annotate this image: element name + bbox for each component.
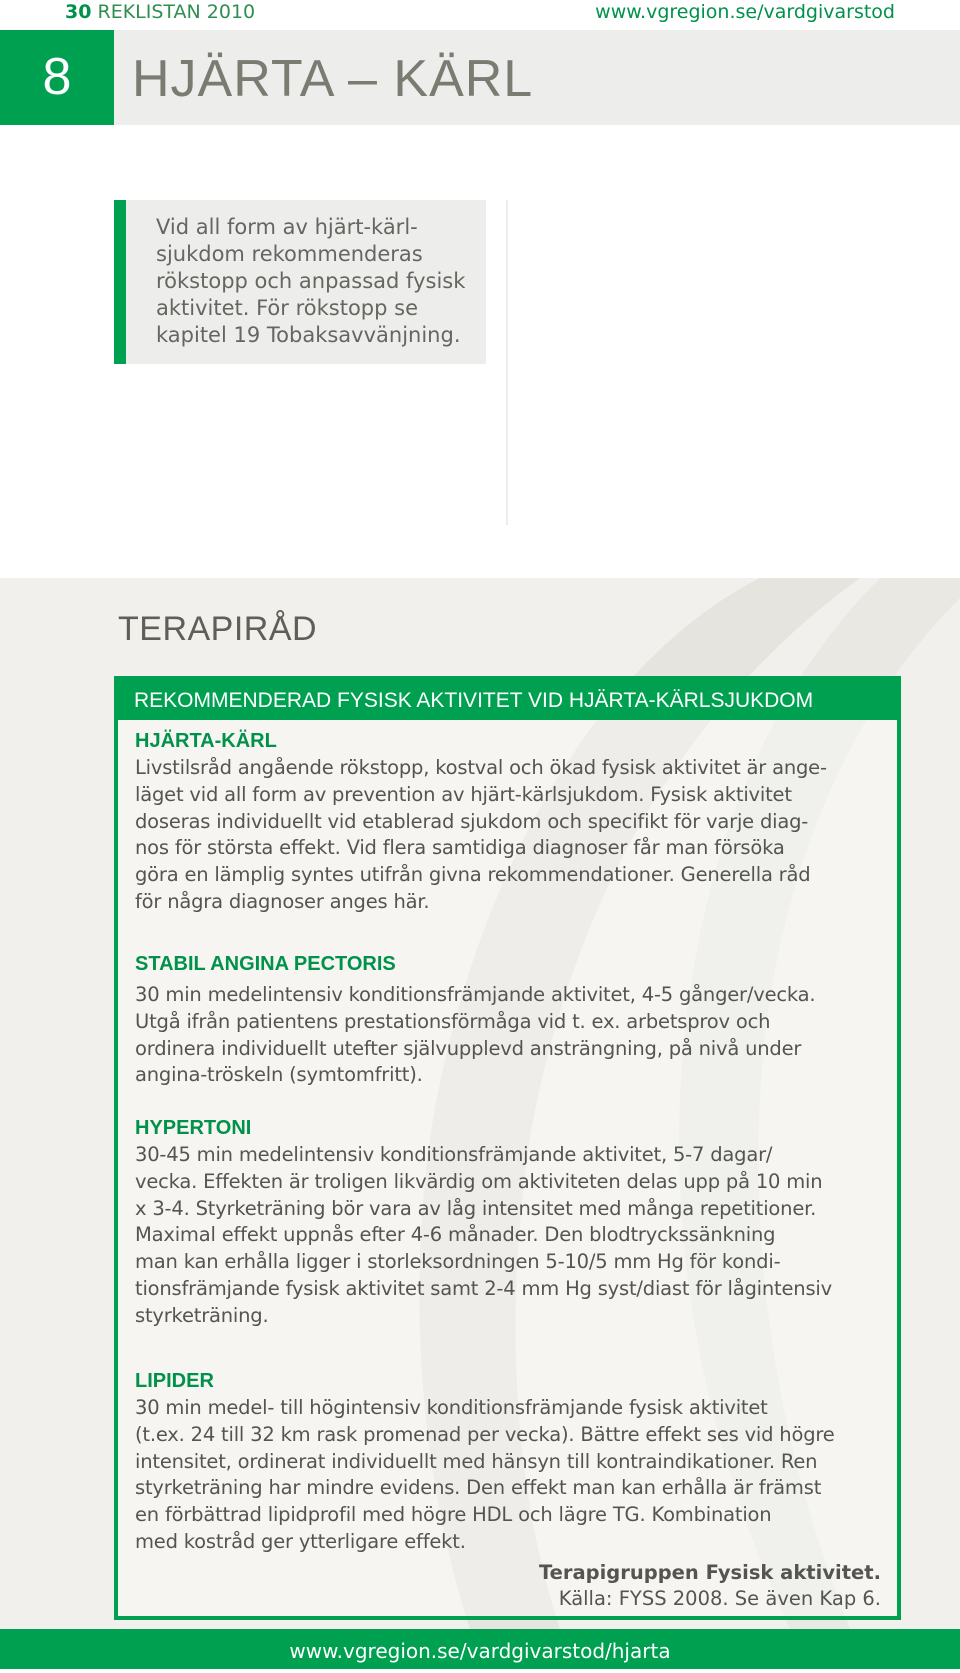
credit-group: Terapigruppen Fysisk aktivitet. xyxy=(538,1561,881,1584)
intro-note-text xyxy=(156,214,476,349)
block-line: med kostråd ger ytterligare effekt. xyxy=(135,1529,466,1553)
block-line: x 3-4. Styrketräning bör vara av låg intensitet med många repetitioner. xyxy=(135,1196,817,1220)
block-line: Utgå ifrån patientens prestationsförmåga vid t. ex. arbetsprov och xyxy=(135,1009,771,1033)
block-line: 30 min medelintensiv konditionsfrämjande aktivitet, 4-5 gånger/vecka. xyxy=(135,983,816,1006)
block-lipider xyxy=(135,1368,875,1556)
section-heading: TERAPIRÅD xyxy=(118,610,318,648)
footer-url[interactable]: www.vgregion.se/vardgivarstod/hjarta xyxy=(289,1639,671,1663)
block-line: tionsfrämjande fysisk aktivitet samt 2-4 mm Hg syst/diast för lågintensiv xyxy=(135,1276,832,1300)
note-line: sjukdom rekommenderas xyxy=(156,242,423,266)
block-line: angina-tröskeln (symtomfritt). xyxy=(135,1063,423,1087)
block-stabil-angina xyxy=(135,951,875,1089)
chapter-number: 8 xyxy=(0,30,114,125)
note-line: rökstopp och anpassad fysisk xyxy=(156,269,466,293)
note-line: aktivitet. För rökstopp se xyxy=(156,296,418,320)
source-credit xyxy=(539,1560,881,1612)
block-heading: HYPERTONI xyxy=(135,1117,252,1139)
note-line: kapitel 19 Tobaksavvänjning. xyxy=(156,323,461,347)
block-heading: STABIL ANGINA PECTORIS xyxy=(135,953,396,975)
block-line: Livstilsråd angående rökstopp, kostval och ökad fysisk aktivitet är ange- xyxy=(135,756,827,779)
recommendation-panel xyxy=(114,676,901,1620)
block-hypertoni xyxy=(135,1115,875,1330)
chapter-title: HJÄRTA – KÄRL xyxy=(132,50,534,108)
block-line: man kan erhålla ligger i storleksordningen 5-10/5 mm Hg för kondi- xyxy=(135,1250,781,1274)
block-heading: LIPIDER xyxy=(135,1370,214,1392)
note-line: Vid all form av hjärt-kärl- xyxy=(156,215,418,239)
block-line: styrketräning har mindre evidens. Den effekt man kan erhålla är främst xyxy=(135,1476,822,1500)
block-line: en förbättrad lipidprofil med högre HDL och lägre TG. Kombination xyxy=(135,1503,772,1527)
column-divider xyxy=(506,200,508,525)
block-heading: HJÄRTA-KÄRL xyxy=(135,730,277,752)
block-hjarta-karl xyxy=(135,728,875,916)
block-line: ordinera individuellt utefter självupplevd ansträngning, på nivå under xyxy=(135,1036,802,1060)
credit-source: Källa: FYSS 2008. Se även Kap 6. xyxy=(558,1587,881,1610)
block-line: intensitet, ordinerat individuellt med hänsyn till kontraindikationer. Ren xyxy=(135,1449,818,1473)
header-left xyxy=(65,0,255,24)
block-line: göra en lämplig syntes utifrån givna rekommendationer. Generella råd xyxy=(135,863,811,887)
header-url[interactable]: www.vgregion.se/vardgivarstod xyxy=(595,1,895,23)
running-header xyxy=(0,0,960,26)
document-title: REKLISTAN 2010 xyxy=(97,1,256,23)
intro-note-box xyxy=(114,200,486,364)
page-number: 30 xyxy=(65,1,92,23)
panel-header-title: REKOMMENDERAD FYSISK AKTIVITET VID HJÄRTA-KÄRLSJUKDOM xyxy=(134,689,814,712)
panel-header xyxy=(118,680,897,720)
block-line: 30 min medel- till högintensiv konditionsfrämjande fysisk aktivitet xyxy=(135,1396,768,1419)
block-line: doseras individuellt vid etablerad sjukdom och specifikt för varje diag- xyxy=(135,809,809,833)
block-line: vecka. Effekten är troligen likvärdig om aktiviteten delas upp på 10 min xyxy=(135,1169,823,1193)
block-line: styrketräning. xyxy=(135,1303,269,1327)
block-line: 30-45 min medelintensiv konditionsfrämjande aktivitet, 5-7 dagar/ xyxy=(135,1143,773,1166)
block-line: nos för största effekt. Vid flera samtidiga diagnoser får man försöka xyxy=(135,836,785,860)
block-line: Maximal effekt uppnås efter 4-6 månader. Den blodtryckssänkning xyxy=(135,1223,776,1247)
block-line: läget vid all form av prevention av hjärt-kärlsjukdom. Fysisk aktivitet xyxy=(135,782,792,806)
block-line: för några diagnoser anges här. xyxy=(135,889,430,913)
block-line: (t.ex. 24 till 32 km rask promenad per vecka). Bättre effekt ses vid högre xyxy=(135,1422,835,1446)
footer-bar xyxy=(0,1629,960,1669)
